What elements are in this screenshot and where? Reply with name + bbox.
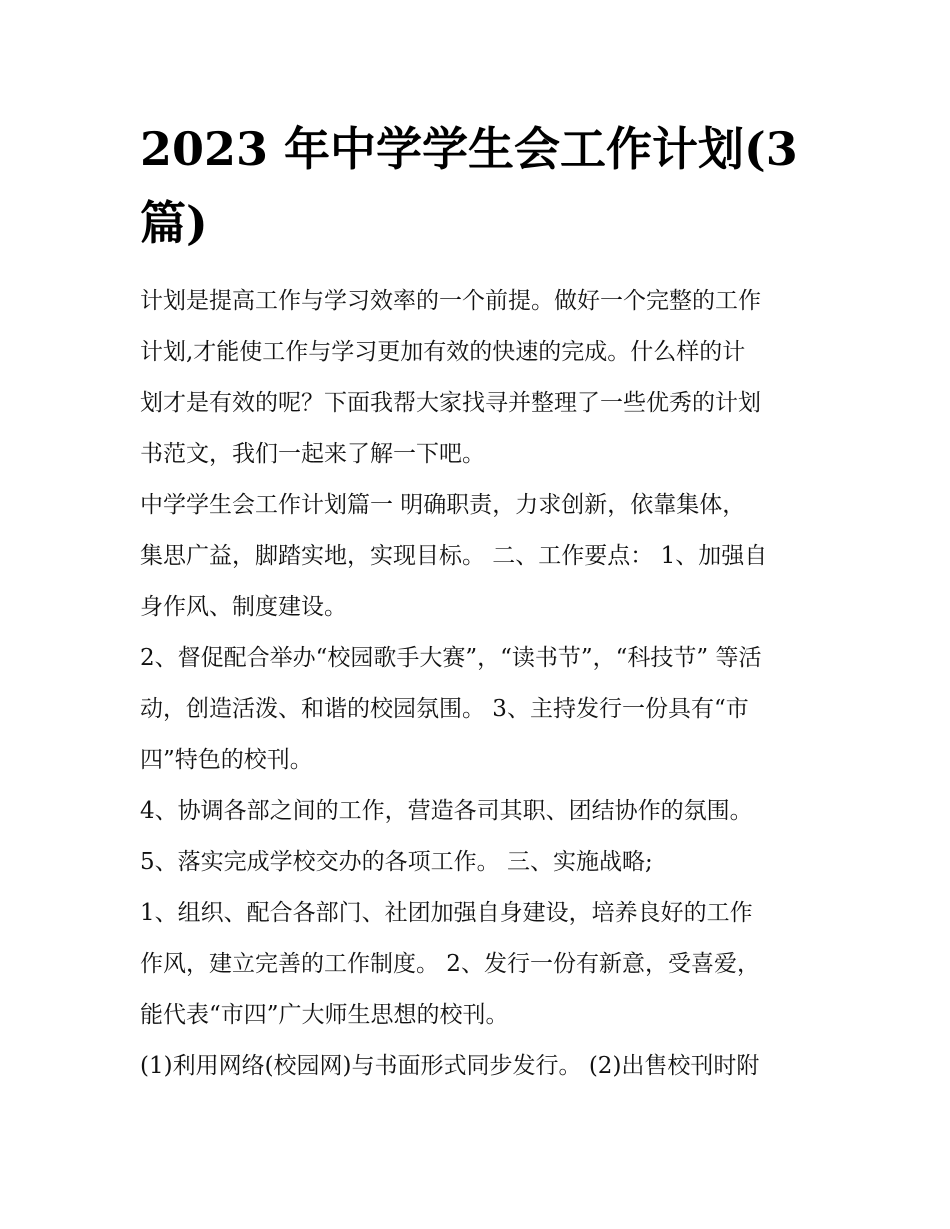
text-line: 作风，建立完善的工作制度。 2、发行一份有新意，受喜爱，: [140, 951, 760, 977]
document-body: [140, 280, 820, 1096]
text-line: 1、组织、配合各部门、社团加强自身建设，培养良好的工作: [140, 900, 753, 926]
text-line: 能代表“市四”广大师生思想的校刊。: [140, 1002, 509, 1028]
text-line: 划才是有效的呢？下面我帮大家找寻并整理了一些优秀的计划: [140, 390, 761, 416]
text-line: 4、协调各部之间的工作，营造各司其职、团结协作的氛围。: [140, 798, 753, 824]
title-line: 篇): [140, 196, 208, 250]
text-line: 5、落实完成学校交办的各项工作。 三、实施战略;: [140, 849, 653, 875]
paragraph-item-2: [140, 637, 820, 790]
paragraph-item-5: [140, 841, 820, 892]
paragraph-item-4: [140, 790, 820, 841]
text-line: 2、督促配合举办“校园歌手大赛”，“读书节”，“科技节” 等活: [140, 645, 762, 671]
text-line: 身作风、制度建设。: [140, 594, 347, 620]
text-line: 书范文，我们一起来了解一下吧。: [140, 441, 485, 467]
paragraph-plan-one: [140, 484, 820, 637]
paragraph-sub-items: [140, 1045, 820, 1096]
text-line: 中学学生会工作计划篇一 明确职责，力求创新，依靠集体，: [140, 492, 746, 518]
paragraph-intro: [140, 280, 820, 484]
text-line: 集思广益，脚踏实地，实现目标。 二、工作要点： 1、加强自: [140, 543, 768, 569]
text-line: 动，创造活泼、和谐的校园氛围。 3、主持发行一份具有“市: [140, 696, 749, 722]
text-line: 四”特色的校刊。: [140, 747, 313, 773]
title-line: 2023 年中学学生会工作计划(3: [140, 122, 798, 176]
text-line: (1)利用网络(校园网)与书面形式同步发行。 (2)出售校刊时附: [140, 1053, 760, 1079]
document-title: [140, 112, 820, 260]
text-line: 计划,才能使工作与学习更加有效的快速的完成。什么样的计: [140, 339, 746, 365]
paragraph-strategy-1: [140, 892, 820, 1045]
text-line: 计划是提高工作与学习效率的一个前提。做好一个完整的工作: [140, 288, 761, 314]
